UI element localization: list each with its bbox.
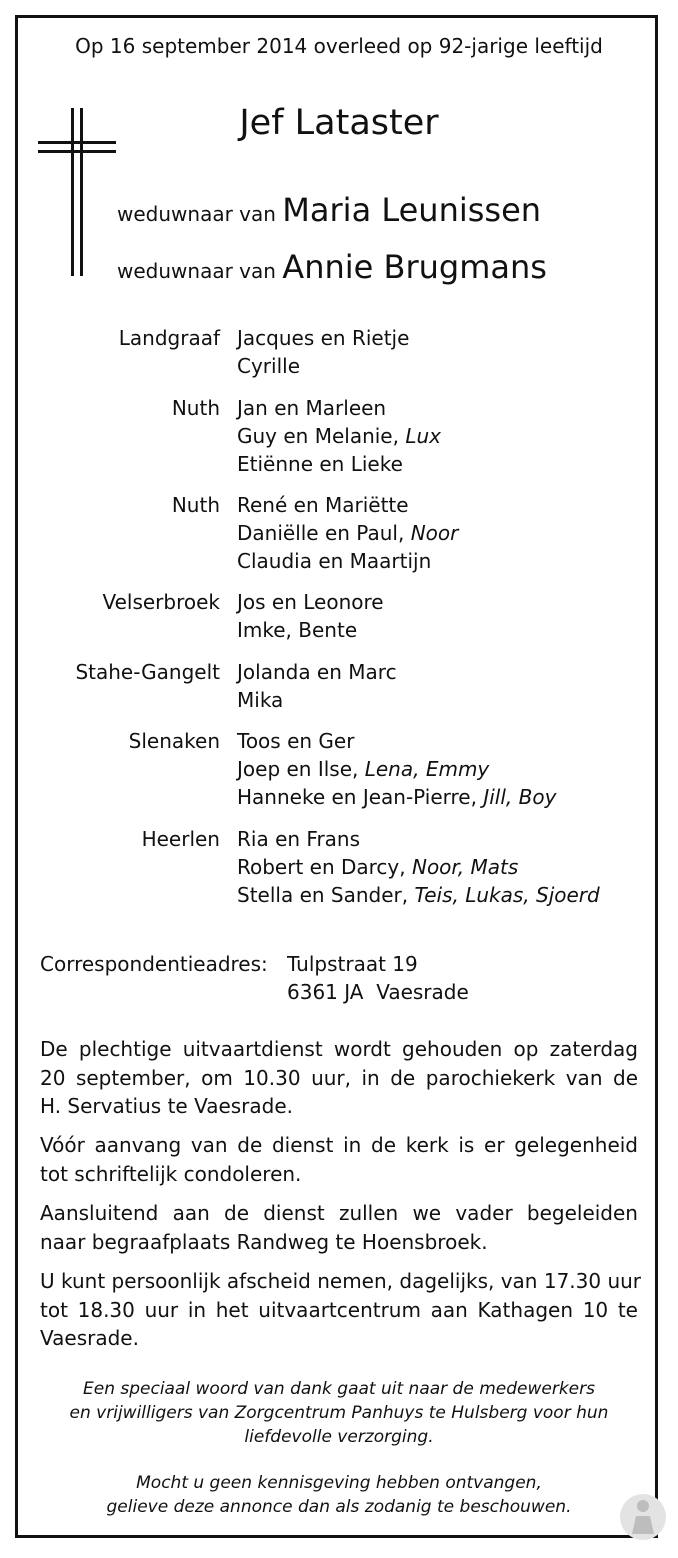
correspondence-label: Correspondentieadres:	[40, 952, 268, 976]
family-line: Imke, Bente	[237, 618, 358, 642]
family-location: Velserbroek	[102, 590, 220, 614]
family-line: Ria en Frans	[237, 827, 361, 851]
family-line: Etiënne en Lieke	[237, 452, 403, 476]
notice-text: Mocht u geen kennisgeving hebben ontvangen, gelieve deze annonce dan als zodanig te beschouwen.	[106, 1473, 572, 1517]
family-location: Landgraaf	[118, 326, 220, 350]
correspondence-postal-city: 6361 JA Vaesrade	[287, 980, 469, 1004]
condolence-paragraph: Vóór aanvang van de dienst in de kerk is er gelegenheid tot schriftelijk condoleren.	[40, 1133, 638, 1186]
correspondence-street: Tulpstraat 19	[287, 952, 418, 976]
family-line: Joep en Ilse, Lena, Emmy	[237, 757, 490, 781]
family-location: Slenaken	[128, 729, 220, 753]
intro-line: Op 16 september 2014 overleed op 92-jarige leeftijd	[75, 34, 603, 58]
family-line: Hanneke en Jean-Pierre, Jill, Boy	[237, 785, 557, 809]
family-location: Nuth	[171, 396, 220, 420]
family-location: Heerlen	[141, 827, 220, 851]
service-paragraph: De plechtige uitvaartdienst wordt gehouden op zaterdag 20 september, om 10.30 uur, in de parochiekerk van de H. Servatius te Vaesrade.	[40, 1037, 638, 1118]
family-line: Jos en Leonore	[237, 590, 384, 614]
family-location: Stahe-Gangelt	[75, 660, 220, 684]
family-line: Jacques en Rietje	[237, 326, 410, 350]
family-location: Nuth	[171, 493, 220, 517]
widow-line	[117, 248, 547, 286]
deceased-name: Jef Lataster	[239, 103, 439, 143]
family-line: Jan en Marleen	[237, 396, 387, 420]
family-line: René en Mariëtte	[237, 493, 409, 517]
family-line: Jolanda en Marc	[237, 660, 397, 684]
family-line: Claudia en Maartijn	[237, 549, 432, 573]
watermark-logo-icon	[620, 1494, 666, 1540]
widow-prefix: weduwnaar van	[117, 202, 276, 226]
widow-prefix: weduwnaar van	[117, 259, 276, 283]
widow-line	[117, 191, 541, 229]
family-line: Mika	[237, 688, 284, 712]
spouse-name: Maria Leunissen	[282, 191, 542, 229]
thanks-text: Een speciaal woord van dank gaat uit naar de medewerkers en vrijwilligers van Zorgcentrum Panhuys te Hulsberg voor hun liefdevolle verzorging.	[69, 1379, 609, 1447]
family-line: Cyrille	[237, 354, 300, 378]
burial-paragraph: Aansluitend aan de dienst zullen we vader begeleiden naar begraafplaats Randweg te Hoensbroek.	[40, 1201, 638, 1254]
family-line: Toos en Ger	[237, 729, 355, 753]
family-line: Robert en Darcy, Noor, Mats	[237, 855, 519, 879]
family-line: Daniëlle en Paul, Noor	[237, 521, 459, 545]
family-line: Guy en Melanie, Lux	[237, 424, 441, 448]
spouse-name: Annie Brugmans	[282, 248, 547, 286]
family-line: Stella en Sander, Teis, Lukas, Sjoerd	[237, 883, 600, 907]
farewell-paragraph: U kunt persoonlijk afscheid nemen, dagelijks, van 17.30 uur tot 18.30 uur in het uitvaartcentrum aan Kathagen 10 te Vaesrade.	[40, 1269, 642, 1350]
